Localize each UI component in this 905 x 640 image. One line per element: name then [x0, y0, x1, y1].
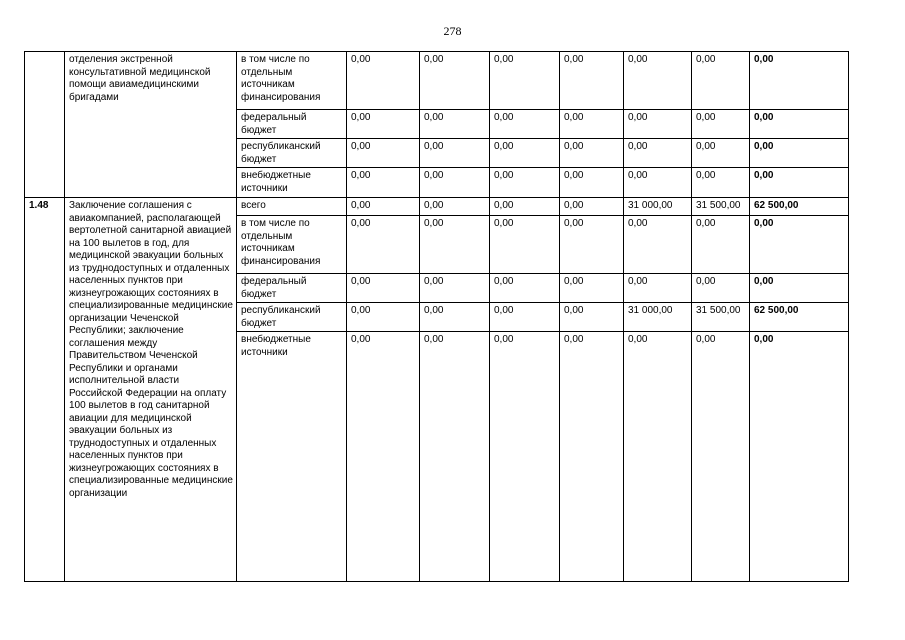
value-cell: 0,00: [624, 332, 692, 582]
value-cell: 31 500,00: [692, 198, 750, 216]
value-cell: 0,00: [347, 52, 420, 110]
value-cell: 0,00: [624, 110, 692, 139]
value-cell: 0,00: [347, 303, 420, 332]
budget-table: [24, 51, 849, 582]
value-cell: 0,00: [624, 274, 692, 303]
funding-source: федеральный бюджет: [237, 274, 347, 303]
value-cell: 0,00: [560, 198, 624, 216]
total-cell: 0,00: [750, 274, 849, 303]
value-cell: 0,00: [692, 274, 750, 303]
value-cell: 0,00: [560, 110, 624, 139]
value-cell: 0,00: [560, 332, 624, 582]
value-cell: 0,00: [692, 168, 750, 198]
total-cell: 0,00: [750, 52, 849, 110]
value-cell: 0,00: [420, 332, 490, 582]
table-row: [25, 52, 849, 110]
funding-source: всего: [237, 198, 347, 216]
value-cell: 0,00: [420, 168, 490, 198]
value-cell: 0,00: [490, 198, 560, 216]
value-cell: 0,00: [560, 274, 624, 303]
total-cell: 0,00: [750, 139, 849, 168]
measure-description: отделения экстренной консультативной медицинской помощи авиамедицинскими бригадами: [65, 52, 237, 198]
value-cell: 0,00: [560, 139, 624, 168]
value-cell: 0,00: [420, 52, 490, 110]
total-cell: 0,00: [750, 216, 849, 274]
value-cell: 0,00: [692, 332, 750, 582]
value-cell: 0,00: [420, 198, 490, 216]
value-cell: 0,00: [692, 110, 750, 139]
value-cell: 0,00: [347, 274, 420, 303]
value-cell: 0,00: [490, 52, 560, 110]
total-cell: 0,00: [750, 110, 849, 139]
value-cell: 0,00: [624, 139, 692, 168]
row-code: [25, 52, 65, 198]
value-cell: 0,00: [347, 332, 420, 582]
value-cell: 0,00: [347, 139, 420, 168]
value-cell: 0,00: [624, 168, 692, 198]
value-cell: 0,00: [560, 303, 624, 332]
value-cell: 0,00: [692, 139, 750, 168]
value-cell: 0,00: [347, 110, 420, 139]
value-cell: 0,00: [420, 110, 490, 139]
funding-source: федеральный бюджет: [237, 110, 347, 139]
value-cell: 0,00: [490, 216, 560, 274]
total-cell: 62 500,00: [750, 303, 849, 332]
value-cell: 0,00: [560, 168, 624, 198]
total-cell: 62 500,00: [750, 198, 849, 216]
value-cell: 0,00: [692, 52, 750, 110]
value-cell: 0,00: [624, 216, 692, 274]
value-cell: 31 000,00: [624, 198, 692, 216]
value-cell: 31 500,00: [692, 303, 750, 332]
table-row: [25, 198, 849, 216]
value-cell: 0,00: [490, 139, 560, 168]
value-cell: 0,00: [624, 52, 692, 110]
value-cell: 0,00: [560, 52, 624, 110]
funding-source: внебюджетные источники: [237, 168, 347, 198]
funding-source: в том числе по отдельным источникам финансирования: [237, 52, 347, 110]
value-cell: 0,00: [490, 303, 560, 332]
funding-source: внебюджетные источники: [237, 332, 347, 582]
value-cell: 0,00: [347, 168, 420, 198]
value-cell: 0,00: [347, 216, 420, 274]
value-cell: 0,00: [490, 274, 560, 303]
value-cell: 0,00: [490, 110, 560, 139]
value-cell: 0,00: [490, 168, 560, 198]
funding-source: республиканский бюджет: [237, 303, 347, 332]
total-cell: 0,00: [750, 168, 849, 198]
value-cell: 31 000,00: [624, 303, 692, 332]
total-cell: 0,00: [750, 332, 849, 582]
value-cell: 0,00: [420, 139, 490, 168]
row-code: 1.48: [25, 198, 65, 582]
value-cell: 0,00: [347, 198, 420, 216]
value-cell: 0,00: [420, 274, 490, 303]
value-cell: 0,00: [420, 216, 490, 274]
value-cell: 0,00: [490, 332, 560, 582]
funding-source: в том числе по отдельным источникам финансирования: [237, 216, 347, 274]
funding-source: республиканский бюджет: [237, 139, 347, 168]
page-number: 278: [443, 24, 462, 38]
value-cell: 0,00: [420, 303, 490, 332]
value-cell: 0,00: [692, 216, 750, 274]
measure-description: Заключение соглашения с авиакомпанией, располагающей вертолетной санитарной авиацией на 100 вылетов в год, для медицинской эвакуации больных из труднодоступных и отдаленных населенных пунктов при жизнеугрожающих состояниях в специализированные медицинские организации Чеченской Республики; заключение соглашения между Правительством Чеченской Республики и органами исполнительной власти Российской Федерации на оплату 100 вылетов в год санитарной авиации для медицинской эвакуации больных из труднодоступных и отдаленных населенных пунктов при жизнеугрожающих состояниях в специализированные медицинские организации: [65, 198, 237, 582]
value-cell: 0,00: [560, 216, 624, 274]
